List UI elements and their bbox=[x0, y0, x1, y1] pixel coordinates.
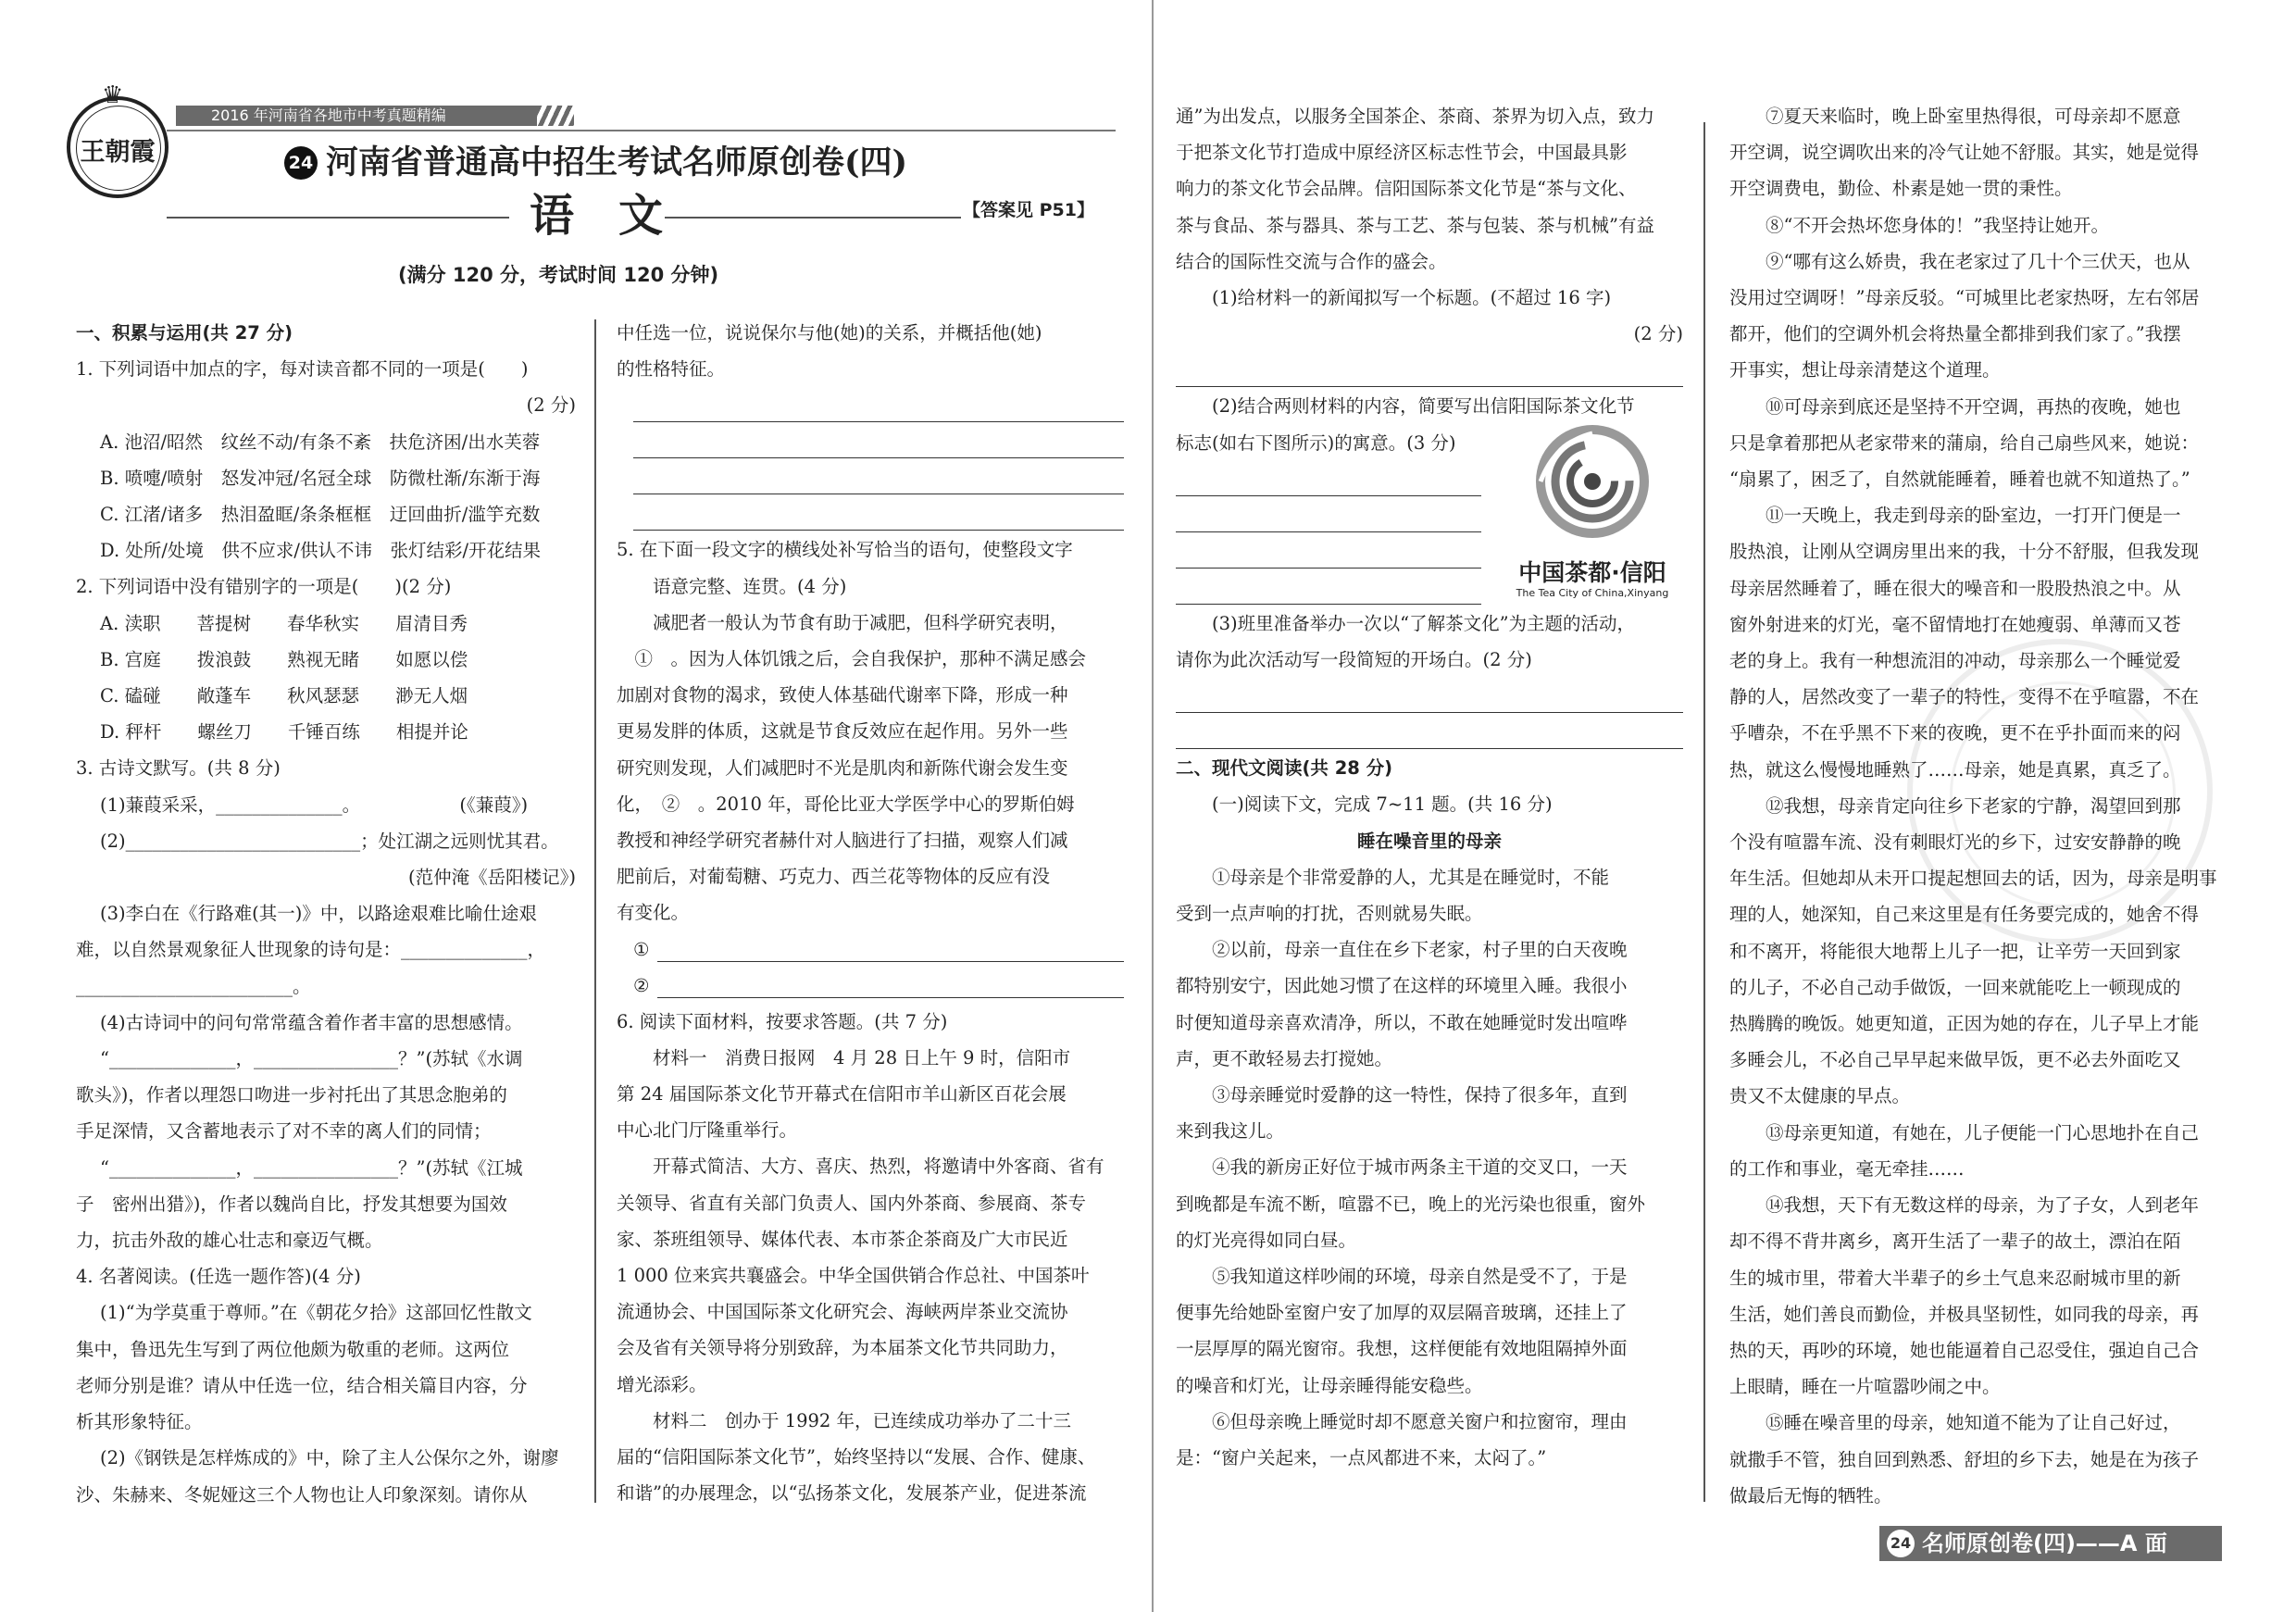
material-2-line: 通”为出发点，以服务全国茶企、茶商、茶界为切入点，致力 bbox=[1176, 106, 1654, 127]
story-line: 受到一点声响的打扰，否则就易失眠。 bbox=[1176, 903, 1483, 925]
story-line: 股热浪，让刚从空调房里出来的我，十分不舒服，但我发现 bbox=[1729, 541, 2200, 563]
footer-label: 名师原创卷(四)——A 面 bbox=[1922, 1531, 2167, 1556]
story-line: 只是拿着那把从老家带来的蒲扇，给自己扇些风来，她说： bbox=[1729, 431, 2200, 454]
blank-1-row bbox=[617, 931, 1124, 968]
story-line: ⑫我想，母亲肯定向往乡下老家的宁静，渴望回到那 bbox=[1766, 794, 2181, 817]
story-line: ②以前，母亲一直住在乡下老家，村子里的白天夜晚 bbox=[1212, 939, 1628, 961]
swirl-logo-icon bbox=[1500, 424, 1685, 563]
story-line: 开空调费电，勤俭、朴素是她一贯的秉性。 bbox=[1729, 178, 2073, 200]
story-line: ⑬母亲更知道，有她在，儿子便能一门心思地扑在自己 bbox=[1766, 1121, 2200, 1143]
story-line: 静的人，居然改变了一辈子的特性，变得不在乎喧嚣，不在 bbox=[1729, 686, 2200, 708]
question-4-1-cont2: 老师分别是谁？请从中任选一位，结合相关篇目内容，分 bbox=[76, 1374, 528, 1396]
material-2-line: 于把茶文化节打造成中原经济区标志性节会，中国最具影 bbox=[1176, 142, 1628, 164]
material-2-line: 茶与食品、茶与器具、茶与工艺、茶与包装、茶与机械”有益 bbox=[1176, 214, 1654, 236]
passage-line: 加剧对食物的渴求，致使人体基础代谢率下降，形成一种 bbox=[617, 684, 1068, 706]
column-1 bbox=[76, 315, 576, 1513]
question-3: 3. 古诗文默写。(共 8 分) bbox=[76, 757, 281, 780]
story-line: 母亲居然睡着了，睡在很大的噪音和一股股热浪之中。从 bbox=[1729, 577, 2181, 599]
story-line: 就撒手不管，独自回到熟悉、舒坦的乡下去，她是在为孩子 bbox=[1729, 1448, 2200, 1470]
story-line: ⑨“哪有这么娇贵，我在老家过了几十个三伏天，也从 bbox=[1766, 250, 2190, 272]
question-1-option-d: D. 处所/处境 供不应求/供认不讳 张灯结彩/开花结果 bbox=[100, 540, 542, 562]
question-3-1: (1)蒹葭采采，______________。 (《蒹葭》) bbox=[100, 794, 529, 816]
logo-answer-block bbox=[1176, 461, 1683, 606]
answer-reference: 【答案见 P51】 bbox=[963, 200, 1094, 220]
exam-title: 河南省普通高中招生考试名师原创卷(四) bbox=[326, 144, 908, 181]
question-2-option-c: C. 磕碰 敞蓬车 秋风瑟瑟 渺无人烟 bbox=[100, 685, 468, 707]
answer-line[interactable] bbox=[1176, 714, 1683, 749]
material-1-line: 关领导、省直有关部门负责人、国内外茶商、参展商、茶专 bbox=[617, 1192, 1087, 1214]
title-rule-left bbox=[167, 217, 509, 219]
answer-line[interactable] bbox=[1176, 569, 1481, 605]
section-1-title: 一、积累与运用(共 27 分) bbox=[76, 322, 293, 344]
score-info: (满分 120 分，考试时间 120 分钟) bbox=[398, 264, 719, 286]
footer-bar bbox=[1879, 1526, 2222, 1561]
story-line: 上眼睛，睡在一片喧嚣吵闹之中。 bbox=[1729, 1376, 2001, 1398]
story-line: 年生活。但她却从未开口提起想回去的话，因为，母亲是明事 bbox=[1729, 868, 2217, 890]
material-1-line: 增光添彩。 bbox=[617, 1373, 707, 1395]
question-3-3-cont2: ________________________。 bbox=[76, 975, 311, 997]
story-title: 睡在噪音里的母亲 bbox=[1356, 830, 1502, 852]
story-line: ①母亲是个非常爱静的人，尤其是在睡觉时，不能 bbox=[1212, 866, 1610, 888]
answer-line[interactable] bbox=[633, 495, 1124, 531]
story-line: ⑦夏天来临时，晚上卧室里热得很，可母亲却不愿意 bbox=[1766, 106, 2181, 127]
answer-line[interactable] bbox=[1176, 533, 1481, 569]
question-4-2-cont4: 的性格特征。 bbox=[617, 358, 726, 381]
story-line: 的工作和事业，毫无牵挂…… bbox=[1729, 1157, 1965, 1180]
passage-line: 化， ② 。2010 年，哥伦比亚大学医学中心的罗斯伯姆 bbox=[617, 793, 1075, 815]
story-line: 和不离开，将能很大地帮上儿子一把，让辛劳一天回到家 bbox=[1729, 940, 2181, 962]
watermark-seal bbox=[1907, 639, 2213, 944]
blank-2-line[interactable] bbox=[657, 997, 1124, 998]
question-2: 2. 下列词语中没有错别字的一项是( )(2 分) bbox=[76, 576, 452, 598]
question-1-score: (2 分) bbox=[526, 394, 576, 417]
story-line: ③母亲睡觉时爱静的这一特性，保持了很多年，直到 bbox=[1212, 1084, 1628, 1106]
story-line: 却不得不背井离乡，离开生活了一辈子的故土，漂泊在陌 bbox=[1729, 1231, 2181, 1253]
story-line: 理的人，她深知，自己来这里是有任务要完成的，她舍不得 bbox=[1729, 904, 2200, 926]
story-line: 时便知道母亲喜欢清净，所以，不敢在她睡觉时发出喧哗 bbox=[1176, 1011, 1628, 1033]
question-1-option-a: A. 池沼/昭然 纹丝不动/有条不紊 扶危济困/出水芙蓉 bbox=[100, 431, 541, 453]
question-4-2-cont3: 中任选一位，说说保尔与他(她)的关系，并概括他(她) bbox=[617, 322, 1042, 344]
blank-2-label: ② bbox=[633, 974, 650, 996]
exam-number-badge: 24 bbox=[284, 146, 318, 180]
story-line: ⑭我想，天下有无数这样的母亲，为了子女，人到老年 bbox=[1766, 1194, 2200, 1217]
story-line: 热腾腾的晚饭。她更知道，正因为她的存在，儿子早上才能 bbox=[1729, 1013, 2200, 1035]
question-4-2: (2)《钢铁是怎样炼成的》中，除了主人公保尔之外，谢廖 bbox=[100, 1447, 559, 1469]
material-1-line: 会及省有关领导将分别致辞，为本届茶文化节共同助力， bbox=[617, 1337, 1068, 1359]
story-line: 都特别安宁，因此她习惯了在这样的环境里入睡。我很小 bbox=[1176, 975, 1628, 997]
story-line: 一层厚厚的隔光窗帘。我想，这样便能有效地阻隔掉外面 bbox=[1176, 1338, 1628, 1360]
story-line: 是：“窗户关起来，一点风都进不来，太闷了。” bbox=[1176, 1447, 1547, 1469]
answer-line[interactable] bbox=[1176, 497, 1481, 532]
column-divider-1 bbox=[594, 319, 596, 1503]
answer-line[interactable] bbox=[1176, 461, 1481, 496]
question-3-2: (2)__________________________；处江湖之远则忧其君。 bbox=[100, 830, 559, 852]
material-1-line: 家、茶班组领导、媒体代表、本市茶企茶商及广大市民近 bbox=[617, 1228, 1068, 1250]
material-1-line: 第 24 届国际茶文化节开幕式在信阳市羊山新区百花会展 bbox=[617, 1083, 1067, 1106]
header-rule bbox=[167, 130, 1116, 131]
question-3-3: (3)李白在《行路难(其一)》中，以路途艰难比喻仕途艰 bbox=[100, 903, 537, 925]
subject-title: 语 文 bbox=[530, 190, 664, 242]
material-2-line: 响力的茶文化节会品牌。信阳国际茶文化节是“茶与文化、 bbox=[1176, 178, 1637, 200]
question-3-4-line1: “______________，________________？”(苏轼《水调 bbox=[100, 1048, 523, 1070]
passage-line: 教授和神经学研究者赫什对人脑进行了扫描，观察人们减 bbox=[617, 830, 1068, 852]
story-line: 都开，他们的空调外机会将热量全都排到我们家了。”我摆 bbox=[1729, 323, 2181, 345]
passage-line: 有变化。 bbox=[617, 902, 690, 924]
story-line: ⑤我知道这样吵闹的环境，母亲自然是受不了，于是 bbox=[1212, 1266, 1628, 1288]
question-3-4-line3: 手足深情，又含蓄地表示了对不幸的离人们的同情； bbox=[76, 1120, 492, 1143]
question-4: 4. 名著阅读。(任选一题作答)(4 分) bbox=[76, 1266, 361, 1288]
story-line: 乎嘈杂，不在乎黑不下来的夜晚，更不在乎扑面而来的闷 bbox=[1729, 722, 2181, 744]
passage-line: ① 。因为人体饥饿之后，会自我保护，那种不满足感会 bbox=[617, 648, 1087, 670]
material-1: 材料一 消费日报网 4 月 28 日上午 9 时，信阳市 bbox=[653, 1046, 1071, 1068]
question-2-option-d: D. 秤杆 螺丝刀 千锤百练 相提并论 bbox=[100, 721, 468, 744]
answer-line[interactable] bbox=[633, 387, 1124, 422]
question-3-4: (4)古诗词中的问句常常蕴含着作者丰富的思想感情。 bbox=[100, 1011, 523, 1033]
column-2 bbox=[617, 315, 1124, 1511]
blank-2-row bbox=[617, 968, 1124, 1004]
material-2-line: 届的“信阳国际茶文化节”，始终坚持以“发展、合作、健康、 bbox=[617, 1446, 1096, 1468]
question-5: 5. 在下面一段文字的横线处补写恰当的语句，使整段文字 bbox=[617, 539, 1073, 561]
question-4-1-cont3: 析其形象特征。 bbox=[76, 1411, 203, 1433]
material-1-line: 中心北门厅隆重举行。 bbox=[617, 1119, 798, 1142]
passage-line: 肥前后，对葡萄糖、巧克力、西兰花等物体的反应有没 bbox=[617, 866, 1051, 888]
story-line: 做最后无悔的牺牲。 bbox=[1729, 1484, 1892, 1506]
story-line: ⑩可母亲到底还是坚持不开空调，再热的夜晚，她也 bbox=[1766, 395, 2181, 418]
story-line: ⑪一天晚上，我走到母亲的卧室边，一打开门便是一 bbox=[1766, 505, 2181, 527]
story-line: 声，更不敢轻易去打搅她。 bbox=[1176, 1047, 1393, 1069]
question-3-4-line5: 子 密州出猎》)，作者以魏尚自比，抒发其想要为国效 bbox=[76, 1193, 507, 1215]
story-line: 生的城市里，带着大半辈子的乡土气息来忍耐城市里的新 bbox=[1729, 1267, 2181, 1289]
question-4-1-cont: 集中，鲁迅先生写到了两位他颇为敬重的老师。这两位 bbox=[76, 1338, 510, 1360]
question-6-2-cont: 标志(如右下图所示)的寓意。(3 分) bbox=[1176, 431, 1456, 454]
story-line: 的噪音和灯光，让母亲睡得能安稳些。 bbox=[1176, 1374, 1483, 1396]
tea-festival-logo bbox=[1500, 424, 1685, 609]
question-6: 6. 阅读下面材料，按要求答题。(共 7 分) bbox=[617, 1010, 948, 1032]
question-2-option-a: A. 渎职 菩提树 春华秋实 眉清目秀 bbox=[100, 612, 468, 634]
question-3-4-line4: “______________，________________？”(苏轼《江城 bbox=[100, 1156, 523, 1179]
material-2-line: 和谐”的办展理念，以“弘扬茶文化，发展茶产业，促进茶流 bbox=[617, 1482, 1087, 1505]
story-line: ⑮睡在噪音里的母亲，她知道不能为了让自己好过， bbox=[1766, 1412, 2181, 1434]
page-fold-line bbox=[1152, 0, 1154, 1612]
story-line: 来到我这儿。 bbox=[1176, 1120, 1285, 1143]
column-3 bbox=[1176, 98, 1683, 1476]
story-line: ④我的新房正好位于城市两条主干道的交叉口，一天 bbox=[1212, 1156, 1628, 1179]
question-4-1: (1)“为学莫重于尊师。”在《朝花夕拾》这部回忆性散文 bbox=[100, 1302, 532, 1324]
question-3-4-line6: 力，抗击外敌的雄心壮志和豪迈气概。 bbox=[76, 1230, 383, 1252]
story-line: “扇累了，困乏了，自然就能睡着，睡着也就不知道热了。” bbox=[1729, 469, 2190, 491]
material-2-line: 结合的国际性交流与合作的盛会。 bbox=[1176, 250, 1447, 272]
story-line: 个没有喧嚣车流、没有刺眼灯光的乡下，过安安静静的晚 bbox=[1729, 831, 2181, 854]
story-line: 便事先给她卧室窗户安了加厚的双层隔音玻璃，还挂上了 bbox=[1176, 1302, 1628, 1324]
question-6-3: (3)班里准备举办一次以“了解茶文化”为主题的活动， bbox=[1212, 612, 1636, 634]
title-rule-right bbox=[665, 217, 961, 219]
footer-number-badge: 24 bbox=[1887, 1530, 1915, 1557]
story-line: 的儿子，不必自己动手做饭，一回来就能吃上一顿现成的 bbox=[1729, 976, 2181, 998]
section-2-subtitle: (一)阅读下文，完成 7~11 题。(共 16 分) bbox=[1212, 794, 1553, 816]
question-1-option-c: C. 江渚/诸多 热泪盈眶/条条框框 迂回曲折/滥竽充数 bbox=[100, 504, 541, 526]
blank-1-line[interactable] bbox=[657, 961, 1124, 962]
passage-line: 更易发胖的体质，这就是节食反效应在起作用。另外一些 bbox=[617, 720, 1068, 743]
story-line: 到晚都是车流不断，喧嚣不已，晚上的光污染也很重，窗外 bbox=[1176, 1193, 1646, 1215]
question-6-1: (1)给材料一的新闻拟写一个标题。(不超过 16 字) bbox=[1212, 287, 1612, 309]
passage-line: 减肥者一般认为节食有助于减肥，但科学研究表明， bbox=[653, 611, 1068, 633]
question-4-2-cont: 沙、朱赫来、冬妮娅这三个人物也让人印象深刻。请你从 bbox=[76, 1483, 528, 1506]
material-1-line: 开幕式简洁、大方、喜庆、热烈，将邀请中外客商、省有 bbox=[653, 1156, 1104, 1178]
question-1: 1. 下列词语中加点的字，每对读音都不同的一项是( ) bbox=[76, 358, 529, 381]
question-1-option-b: B. 喷嚏/喷射 怒发冲冠/名冠全球 防微杜渐/东渐于海 bbox=[100, 467, 541, 489]
question-6-2: (2)结合两则材料的内容，简要写出信阳国际茶文化节 bbox=[1212, 395, 1635, 418]
logo-text: 王朝霞 bbox=[80, 138, 156, 167]
story-line: 开空调，说空调吹出来的冷气让她不舒服。其实，她是觉得 bbox=[1729, 142, 2200, 164]
section-2-title: 二、现代文阅读(共 28 分) bbox=[1176, 757, 1393, 780]
question-2-option-b: B. 宫庭 拨浪鼓 熟视无睹 如愿以偿 bbox=[100, 648, 468, 670]
story-line: 生活，她们善良而勤俭，并极具坚韧性，如同我的母亲，再 bbox=[1729, 1303, 2200, 1325]
question-3-2-source: (范仲淹《岳阳楼记》) bbox=[408, 867, 576, 889]
material-1-line: 1 000 位来宾共襄盛会。中华全国供销合作总社、中国茶叶 bbox=[617, 1265, 1090, 1287]
story-line: 多睡会儿，不必自己早早起来做早饭，更不必去外面吃又 bbox=[1729, 1049, 2181, 1071]
logo-english-name: The Tea City of China,Xinyang bbox=[1516, 586, 1669, 599]
banner bbox=[176, 106, 537, 126]
banner-stripes bbox=[537, 106, 574, 126]
exam-logo bbox=[67, 81, 168, 198]
story-line: 窗外射进来的灯光，毫不留情地打在她瘦弱、单薄而又苍 bbox=[1729, 613, 2181, 635]
logo-crown-icon: ♛ bbox=[102, 81, 124, 109]
answer-line[interactable] bbox=[633, 459, 1124, 494]
story-line: 热，就这么慢慢地睡熟了……母亲，她是真累，真乏了。 bbox=[1729, 758, 2181, 781]
logo-chinese-name: 中国茶都·信阳 bbox=[1518, 558, 1666, 586]
question-6-3-cont: 请你为此次活动写一段简短的开场白。(2 分) bbox=[1176, 649, 1532, 671]
column-divider-2 bbox=[1703, 122, 1705, 1502]
question-5-cont: 语意完整、连贯。(4 分) bbox=[653, 575, 847, 597]
answer-line[interactable] bbox=[1176, 678, 1683, 713]
blank-1-label: ① bbox=[633, 938, 650, 960]
story-line: ⑥但母亲晚上睡觉时却不愿意关窗户和拉窗帘，理由 bbox=[1212, 1410, 1628, 1432]
material-2: 材料二 创办于 1992 年，已连续成功举办了二十三 bbox=[653, 1409, 1072, 1431]
banner-text: 2016 年河南省各地市中考真题精编 bbox=[211, 106, 446, 124]
story-line: 热的天，再吵的环境，她也能逼着自己忍受住，强迫自己合 bbox=[1729, 1339, 2200, 1361]
story-line: 老的身上。我有一种想流泪的冲动，母亲那么一个睡觉爱 bbox=[1729, 650, 2181, 672]
question-3-3-cont: 难，以自然景观象征人世现象的诗句是：______________， bbox=[76, 939, 546, 961]
story-line: 的灯光亮得如同白昼。 bbox=[1176, 1229, 1357, 1251]
story-line: ⑧“不开会热坏您身体的！”我坚持让她开。 bbox=[1766, 214, 2109, 236]
answer-line[interactable] bbox=[633, 423, 1124, 458]
story-line: 没用过空调呀！”母亲反驳。“可城里比老家热呀，左右邻居 bbox=[1729, 287, 2200, 309]
material-1-line: 流通协会、中国国际茶文化研究会、海峡两岸茶业交流协 bbox=[617, 1301, 1068, 1323]
question-3-4-line2: 歌头》)，作者以理怨口吻进一步衬托出了其思念胞弟的 bbox=[76, 1084, 507, 1106]
passage-line: 研究则发现，人们减肥时不光是肌肉和新陈代谢会发生变 bbox=[617, 756, 1068, 779]
story-line: 开事实，想让母亲清楚这个道理。 bbox=[1729, 359, 2001, 381]
story-line: 贵又不太健康的早点。 bbox=[1729, 1085, 1911, 1107]
question-6-1-score: (2 分) bbox=[1633, 323, 1683, 345]
answer-line[interactable] bbox=[1176, 352, 1683, 387]
